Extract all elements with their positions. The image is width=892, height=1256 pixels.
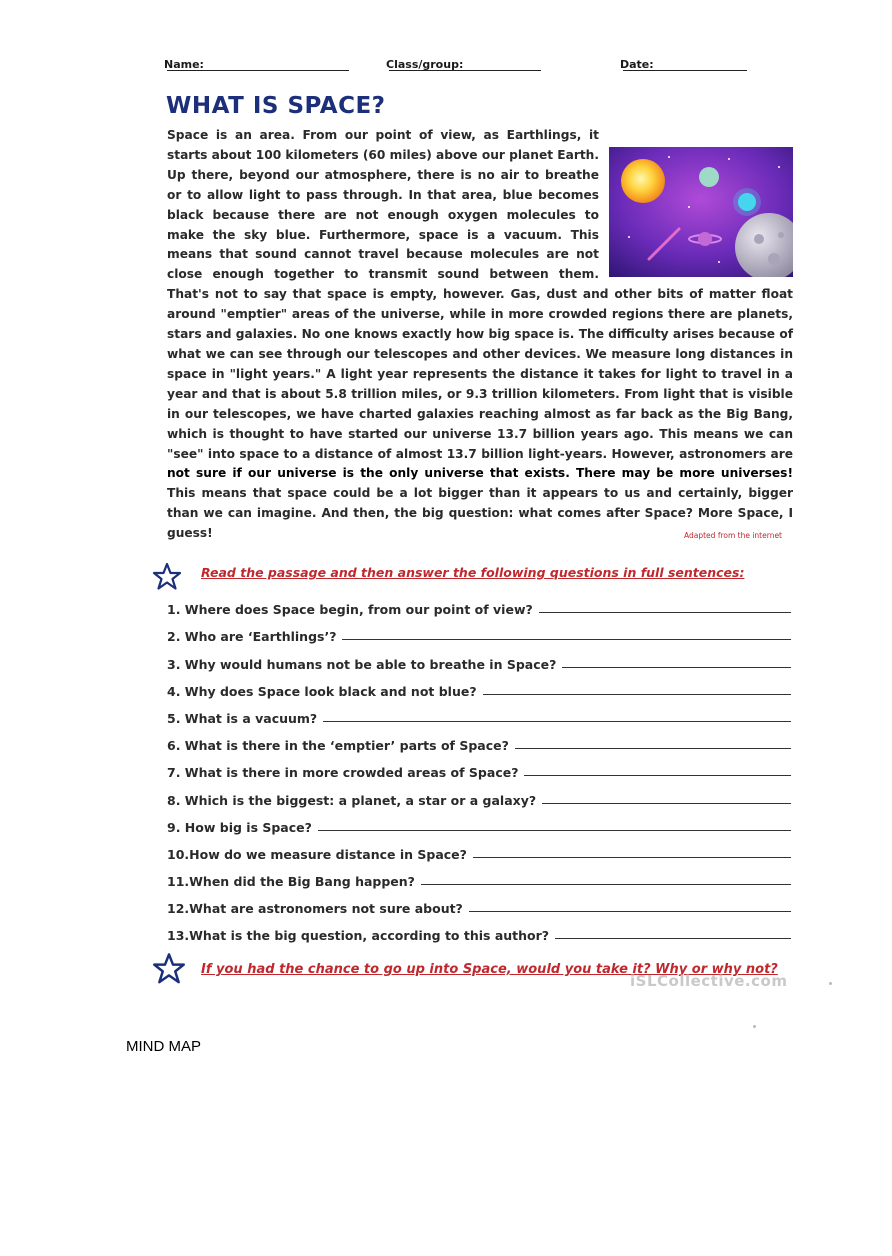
passage-text-1: Space is an area. From our point of view, as Earthlings, it starts about 100 kilometers (60 miles) above our planet Earth. Up there, beyond our atmosphere, there is no air to breathe or to allow light to pass through. In that area, blue becomes black because there are not enough oxygen molecules to make the sky blue. Furthermore, space is a vacuum. This means that sound cannot travel because molecules are not close enough together to transmit sound between them. That's not to say that space is empty, however. Gas, dust and other bits of matter float around "emptier" areas of the universe, while in more crowded regions there are planets, stars and galaxies. No one knows exactly how big space is. The difficulty arises because of what we can see through our telescopes and other devices. We measure long distances in space in "light years." A light year represents the distance it takes for light to travel in a year and that is about 5.8 trillion miles, or 9.3 trillion kilometers. From light that is visible in our telescopes, we have charted galaxies reaching almost as far back as the Big Bang, which is thought to have started our universe 13.7 billion years ago. This means we can "see" into space to a distance of almost 13.7 billion light-years. However, astronomers are xyxy=(167,128,793,461)
question-row[interactable] xyxy=(167,923,791,943)
answer-line[interactable] xyxy=(318,830,791,831)
question-row[interactable] xyxy=(167,652,791,672)
question-text: 7. What is there in more crowded areas of Space? xyxy=(167,765,519,780)
question-text: 2. Who are ‘Earthlings’? xyxy=(167,629,337,644)
speck xyxy=(753,1025,756,1028)
answer-line[interactable] xyxy=(483,694,791,695)
answer-line[interactable] xyxy=(473,857,791,858)
question-row[interactable] xyxy=(167,706,791,726)
answer-line[interactable] xyxy=(421,884,791,885)
answer-line[interactable] xyxy=(323,721,791,722)
name-label: Name: xyxy=(164,58,204,71)
student-info-header xyxy=(164,58,784,76)
space-planets-image xyxy=(609,147,793,277)
answer-line[interactable] xyxy=(342,639,791,640)
answer-line[interactable] xyxy=(524,775,791,776)
question-text: 4. Why does Space look black and not blue? xyxy=(167,684,477,699)
answer-line[interactable] xyxy=(539,612,791,613)
question-row[interactable] xyxy=(167,624,791,644)
question-row[interactable] xyxy=(167,842,791,862)
question-text: 13.What is the big question, according to this author? xyxy=(167,928,550,943)
star-outline-icon xyxy=(152,562,182,590)
question-row[interactable] xyxy=(167,869,791,889)
final-question-text: If you had the chance to go up into Space, would you take it? Why or why not? xyxy=(201,962,778,977)
answer-line[interactable] xyxy=(515,748,791,749)
question-text: 9. How big is Space? xyxy=(167,820,312,835)
question-text: 8. Which is the biggest: a planet, a star or a galaxy? xyxy=(167,793,537,808)
question-row[interactable] xyxy=(167,760,791,780)
question-row[interactable] xyxy=(167,733,791,753)
question-text: 5. What is a vacuum? xyxy=(167,711,318,726)
question-row[interactable] xyxy=(167,597,791,617)
question-text: 11.When did the Big Bang happen? xyxy=(167,874,415,889)
mind-map-label: MIND MAP xyxy=(126,1038,201,1055)
question-row[interactable] xyxy=(167,896,791,916)
question-row[interactable] xyxy=(167,679,791,699)
reading-passage xyxy=(167,126,793,544)
question-text: 10.How do we measure distance in Space? xyxy=(167,847,467,862)
answer-line[interactable] xyxy=(469,911,791,912)
instruction-text: Read the passage and then answer the following questions in full sentences: xyxy=(201,565,745,580)
answer-line[interactable] xyxy=(562,667,791,668)
passage-text-2: This means that space could be a lot bigger than it appears to us and certainly, bigger than we can imagine. And then, the big question: what comes after Space? More Space, I guess! xyxy=(167,486,793,541)
source-credit: Adapted from the internet xyxy=(684,531,782,540)
star-outline-icon xyxy=(152,952,186,984)
passage-bold-text: not sure if our universe is the only universe that exists. There may be more universes! xyxy=(167,466,793,481)
speck xyxy=(829,982,832,985)
watermark: iSLCollective.com xyxy=(630,972,788,990)
answer-line[interactable] xyxy=(542,803,791,804)
page-title: WHAT IS SPACE? xyxy=(166,93,386,119)
question-text: 12.What are astronomers not sure about? xyxy=(167,901,463,916)
question-row[interactable] xyxy=(167,815,791,835)
question-text: 1. Where does Space begin, from our point of view? xyxy=(167,602,533,617)
answer-line[interactable] xyxy=(555,938,791,939)
instruction-row xyxy=(152,562,792,590)
question-row[interactable] xyxy=(167,788,791,808)
class-label: Class/group: xyxy=(386,58,464,71)
date-label: Date: xyxy=(620,58,654,71)
question-text: 6. What is there in the ‘emptier’ parts of Space? xyxy=(167,738,509,753)
question-text: 3. Why would humans not be able to breathe in Space? xyxy=(167,657,557,672)
